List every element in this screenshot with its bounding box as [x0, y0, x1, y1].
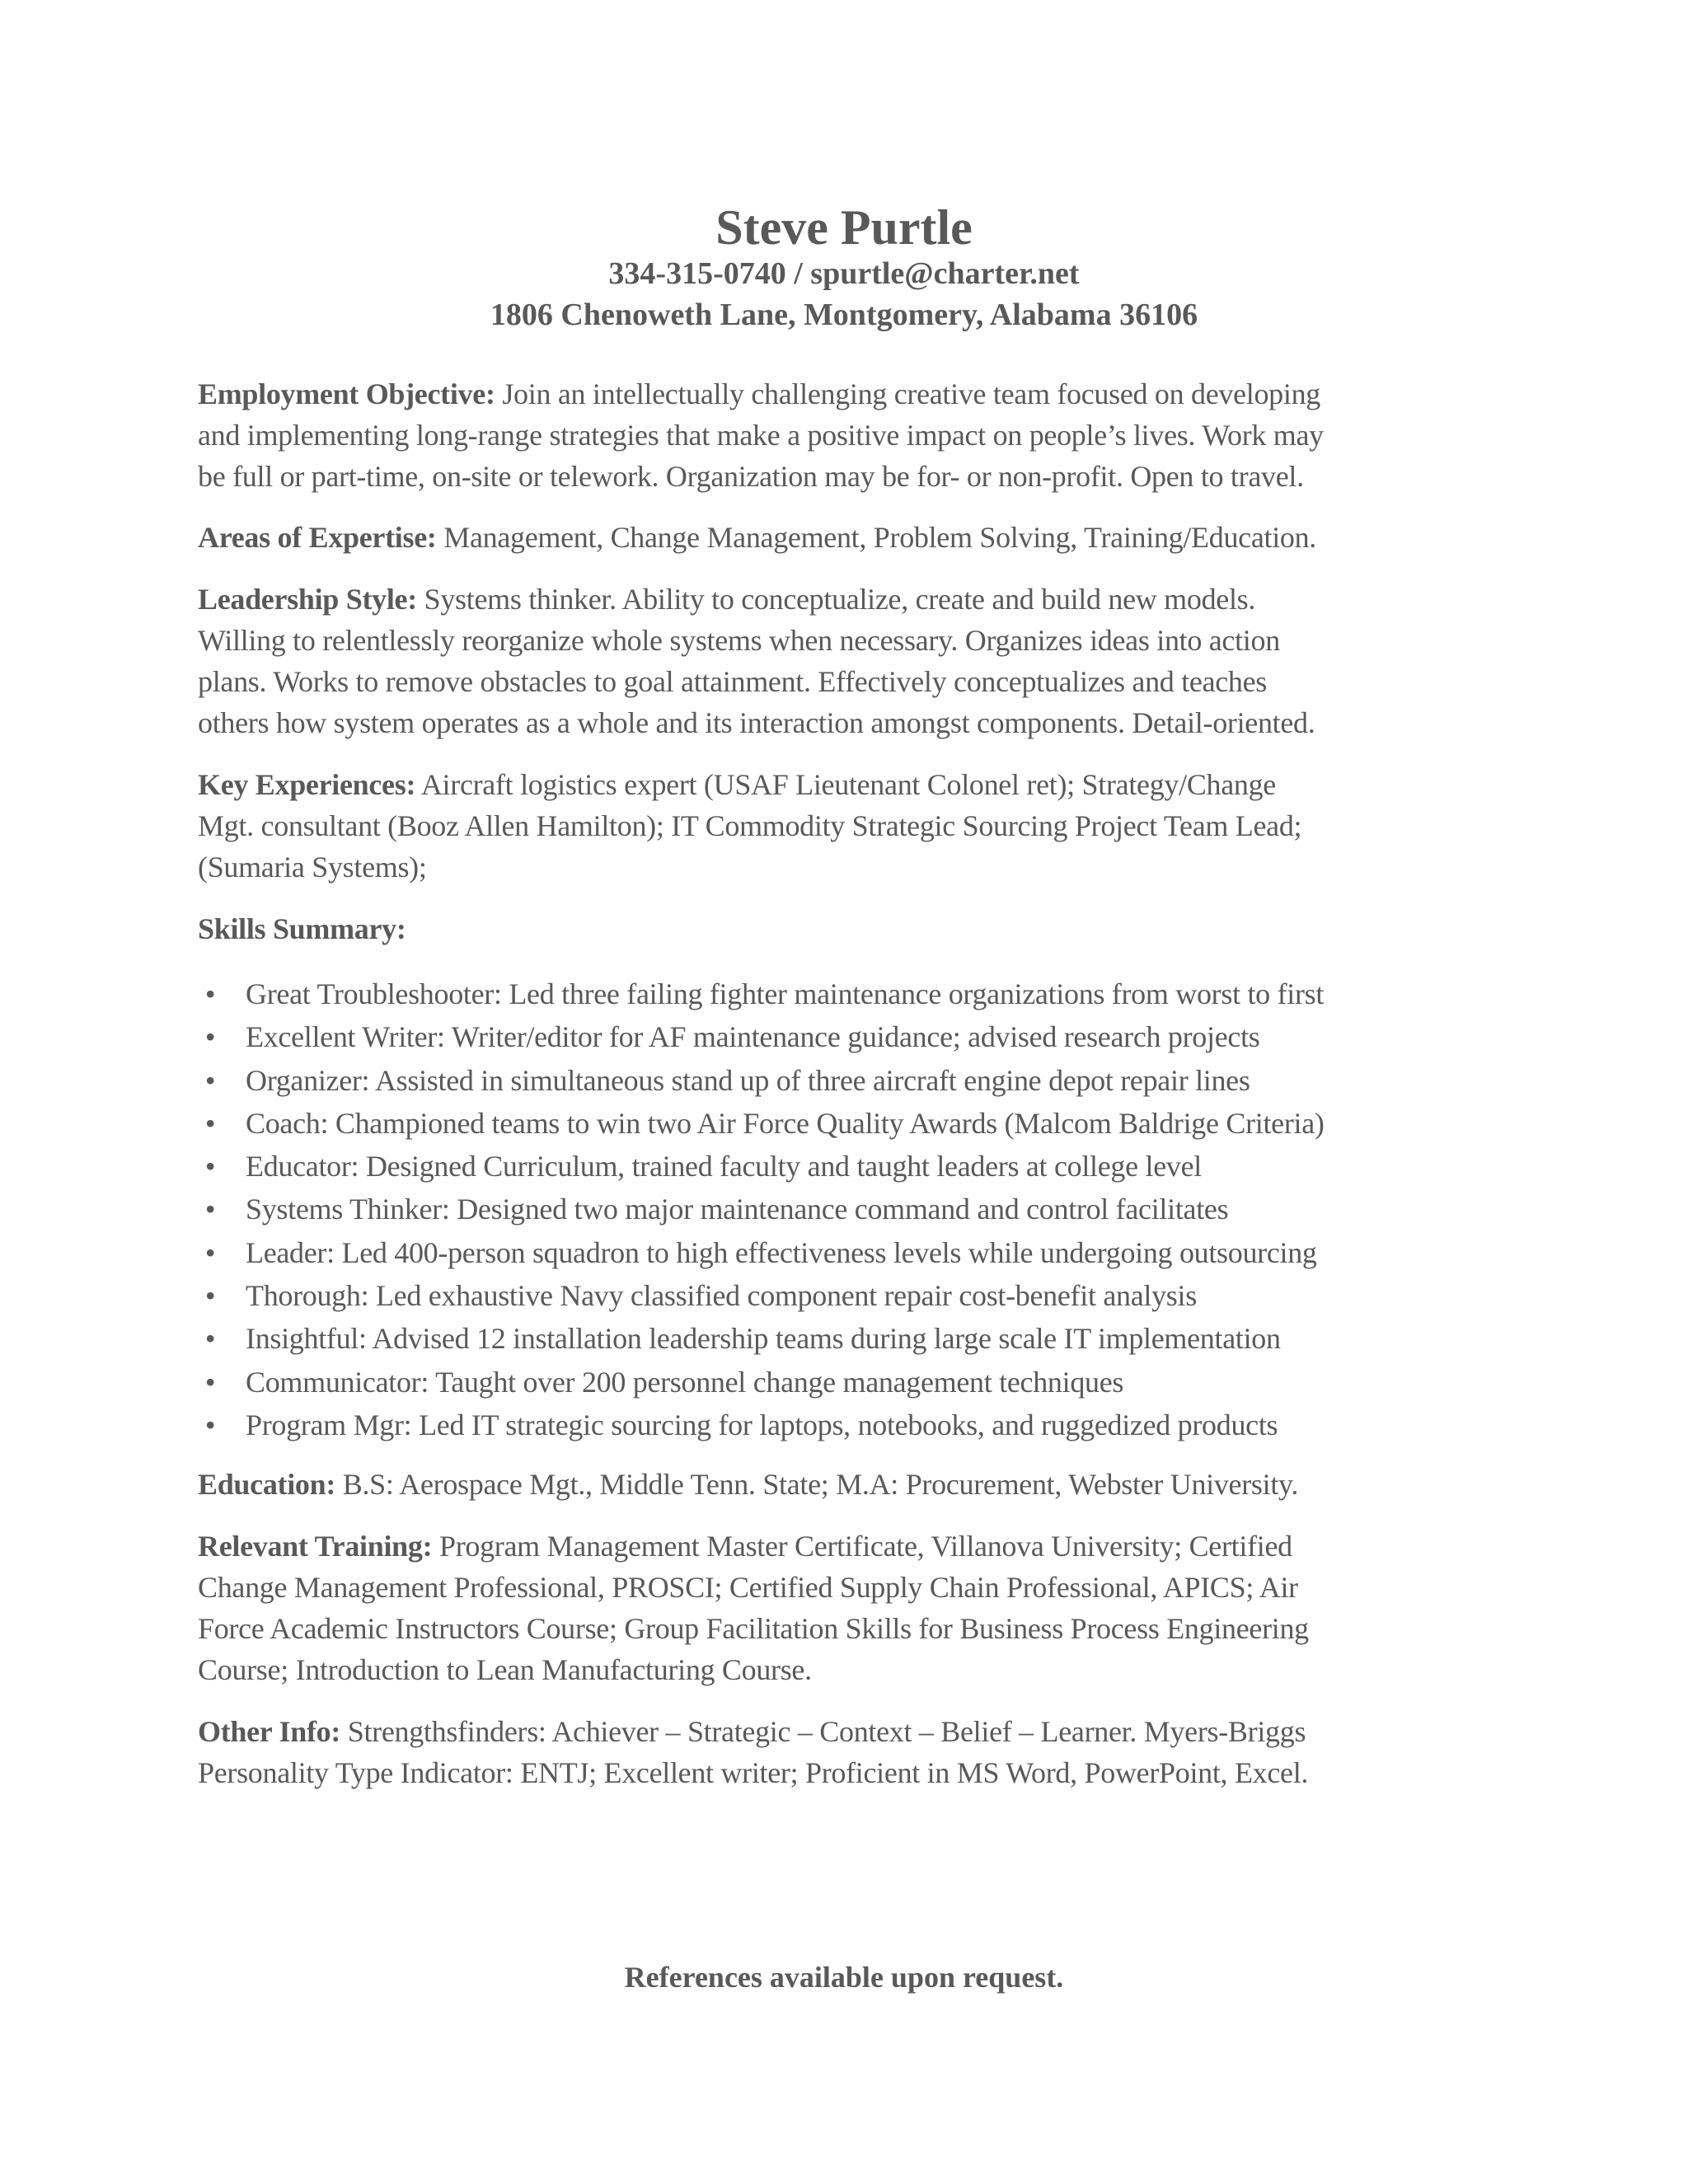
relevant-training-line-2: Change Management Professional, PROSCI; Certified Supply Chain Professional, APICS; Air	[198, 1571, 1298, 1604]
bullet-icon: •	[204, 1106, 216, 1140]
relevant-training-line-3: Force Academic Instructors Course; Group Facilitation Skills for Business Process Engineering	[198, 1612, 1309, 1645]
education-line: Education: B.S: Aerospace Mgt., Middle Tenn. State; M.A: Procurement, Webster University.	[198, 1468, 1299, 1501]
relevant-training-label: Relevant Training:	[198, 1530, 433, 1563]
key-experiences-line-1: Key Experiences: Aircraft logistics expert (USAF Lieutenant Colonel ret); Strategy/Change	[198, 768, 1276, 801]
employment-objective-section	[198, 373, 1484, 497]
skill-item: • Communicator: Taught over 200 personnel change management techniques	[198, 1361, 1484, 1404]
skills-summary-section	[198, 908, 1484, 949]
relevant-training-line-1: Relevant Training: Program Management Master Certificate, Villanova University; Certified	[198, 1530, 1292, 1563]
areas-of-expertise-line: Areas of Expertise: Management, Change Management, Problem Solving, Training/Education.	[198, 521, 1317, 554]
skill-item: • Thorough: Led exhaustive Navy classified component repair cost-benefit analysis	[198, 1274, 1484, 1317]
skill-item: • Program Mgr: Led IT strategic sourcing for laptops, notebooks, and ruggedized products	[198, 1404, 1484, 1446]
employment-objective-line-3: be full or part-time, on-site or telework. Organization may be for- or non-profit. Open to travel.	[198, 460, 1304, 493]
contact-line: 334-315-0740 / spurtle@charter.net	[608, 256, 1080, 291]
skill-item: • Systems Thinker: Designed two major maintenance command and control facilitates	[198, 1188, 1484, 1230]
bullet-icon: •	[204, 1279, 216, 1313]
areas-of-expertise-label: Areas of Expertise:	[198, 521, 437, 554]
employment-objective-line-1: Employment Objective: Join an intellectually challenging creative team focused on developing	[198, 377, 1320, 410]
leadership-style-line-4: others how system operates as a whole and its interaction amongst components. Detail-oriented.	[198, 706, 1315, 739]
references-note: References available upon request.	[624, 1961, 1064, 1994]
skill-item: • Leader: Led 400-person squadron to high effectiveness levels while undergoing outsourcing	[198, 1231, 1484, 1274]
bullet-icon: •	[204, 1365, 216, 1399]
bullet-icon: •	[204, 1063, 216, 1097]
skill-item: • Excellent Writer: Writer/editor for AF maintenance guidance; advised research projects	[198, 1015, 1484, 1058]
employment-objective-line-2: and implementing long-range strategies that make a positive impact on people’s lives. Work may	[198, 419, 1324, 452]
key-experiences-section	[198, 764, 1484, 888]
candidate-name: Steve Purtle	[715, 200, 973, 255]
key-experiences-line-3: (Sumaria Systems);	[198, 851, 427, 883]
skill-item: • Insightful: Advised 12 installation leadership teams during large scale IT implementation	[198, 1317, 1484, 1360]
skill-item: • Organizer: Assisted in simultaneous stand up of three aircraft engine depot repair lines	[198, 1059, 1484, 1102]
other-info-section	[198, 1711, 1484, 1793]
bullet-icon: •	[204, 1193, 216, 1226]
bullet-icon: •	[204, 1408, 216, 1441]
bullet-icon: •	[204, 1235, 216, 1269]
skill-item: • Educator: Designed Curriculum, trained faculty and taught leaders at college level	[198, 1145, 1484, 1188]
skills-list	[198, 972, 1484, 1446]
education-label: Education:	[198, 1468, 336, 1501]
skill-item: • Great Troubleshooter: Led three failing fighter maintenance organizations from worst to first	[198, 972, 1484, 1015]
relevant-training-section	[198, 1526, 1484, 1690]
relevant-training-line-4: Course; Introduction to Lean Manufacturing Course.	[198, 1653, 812, 1686]
bullet-icon: •	[204, 1150, 216, 1183]
bullet-icon: •	[204, 1322, 216, 1356]
leadership-style-line-1: Leadership Style: Systems thinker. Ability to conceptualize, create and build new models.	[198, 583, 1256, 616]
address-line: 1806 Chenoweth Lane, Montgomery, Alabama 36106	[490, 298, 1198, 332]
education-section	[198, 1464, 1484, 1505]
leadership-style-section	[198, 579, 1484, 743]
leadership-style-label: Leadership Style:	[198, 583, 417, 616]
bullet-icon: •	[204, 1020, 216, 1054]
key-experiences-label: Key Experiences:	[198, 768, 416, 801]
other-info-line-1: Other Info: Strengthsfinders: Achiever – Strategic – Context – Belief – Learner. Myers-Briggs	[198, 1715, 1306, 1748]
other-info-label: Other Info:	[198, 1715, 341, 1748]
skills-summary-label: Skills Summary:	[198, 912, 406, 945]
employment-objective-label: Employment Objective:	[198, 377, 495, 410]
bullet-icon: •	[204, 977, 216, 1010]
other-info-line-2: Personality Type Indicator: ENTJ; Excellent writer; Proficient in MS Word, PowerPoint, Excel.	[198, 1756, 1309, 1789]
areas-of-expertise-section	[198, 517, 1484, 558]
key-experiences-line-2: Mgt. consultant (Booz Allen Hamilton); IT Commodity Strategic Sourcing Project Team Lead;	[198, 809, 1302, 842]
leadership-style-line-3: plans. Works to remove obstacles to goal attainment. Effectively conceptualizes and teaches	[198, 665, 1268, 698]
skill-item: • Coach: Championed teams to win two Air Force Quality Awards (Malcom Baldrige Criteria)	[198, 1102, 1484, 1145]
leadership-style-line-2: Willing to relentlessly reorganize whole systems when necessary. Organizes ideas into action	[198, 624, 1280, 657]
